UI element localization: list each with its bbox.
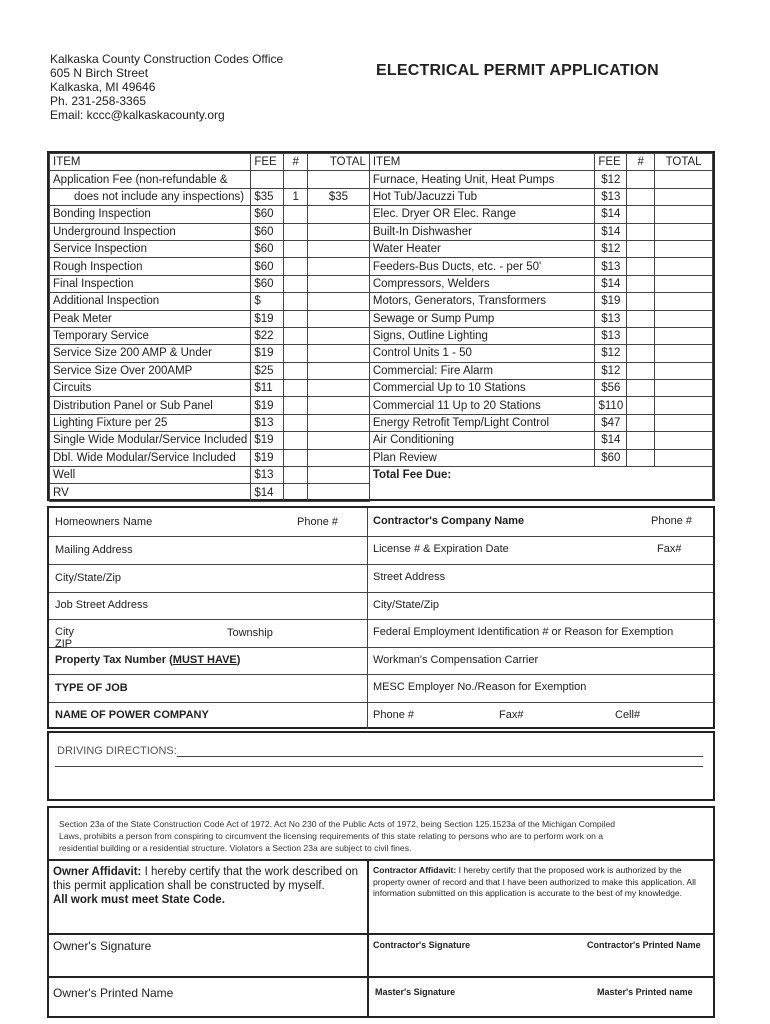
- table-row: [50, 362, 713, 379]
- right-item-label: Plan Review: [369, 449, 595, 466]
- right-item-fee: $12: [595, 362, 627, 379]
- left-item-count[interactable]: [284, 432, 308, 449]
- office-city: Kalkaska, MI 49646: [50, 80, 156, 94]
- right-item-label: Sewage or Sump Pump: [369, 310, 595, 327]
- left-item-total[interactable]: [308, 345, 370, 362]
- table-row: [50, 467, 713, 484]
- legal-notice: [59, 818, 615, 854]
- license-field[interactable]: License # & Expiration Date: [373, 543, 509, 555]
- left-item-label: Lighting Fixture per 25: [50, 414, 251, 431]
- count-header: #: [284, 154, 308, 171]
- contractor-affidavit-label: Contractor Affidavit:: [373, 865, 457, 875]
- left-item-fee: $60: [251, 258, 284, 275]
- left-item-total[interactable]: [308, 449, 370, 466]
- left-item-fee: $19: [251, 310, 284, 327]
- left-item-label: Temporary Service: [50, 327, 251, 344]
- left-item-label: Bonding Inspection: [50, 206, 251, 223]
- left-item-count[interactable]: [284, 484, 308, 501]
- left-item-fee: $25: [251, 362, 284, 379]
- right-item-count[interactable]: [627, 345, 655, 362]
- left-item-total[interactable]: [308, 258, 370, 275]
- left-item-total[interactable]: [308, 484, 370, 501]
- owner-affidavit-text: I hereby certify that the work described on this permit application shall be constructed by myself.: [53, 866, 359, 892]
- table-row: [50, 206, 713, 223]
- owner-affidavit-state-code: All work must meet State Code.: [53, 894, 225, 906]
- right-item-fee: $14: [595, 432, 627, 449]
- right-item-fee: $12: [595, 345, 627, 362]
- right-item-total[interactable]: [655, 397, 713, 414]
- left-item-total[interactable]: [308, 240, 370, 257]
- left-item-count[interactable]: [284, 223, 308, 240]
- left-item-fee: $60: [251, 275, 284, 292]
- right-item-fee: $13: [595, 310, 627, 327]
- left-item-label: does not include any inspections): [50, 188, 251, 205]
- homeowner-phone-field[interactable]: Phone #: [297, 516, 338, 528]
- right-item-fee: $14: [595, 223, 627, 240]
- fee-header: FEE: [251, 154, 284, 171]
- right-item-count[interactable]: [627, 380, 655, 397]
- right-item-total[interactable]: [655, 362, 713, 379]
- left-item-count[interactable]: [284, 275, 308, 292]
- left-item-fee: $11: [251, 380, 284, 397]
- left-item-fee: $60: [251, 240, 284, 257]
- table-row: [50, 327, 713, 344]
- left-item-total[interactable]: [308, 275, 370, 292]
- table-row: [50, 449, 713, 466]
- right-item-fee: $14: [595, 206, 627, 223]
- left-item-total[interactable]: [308, 414, 370, 431]
- applicant-info-section: [47, 506, 715, 729]
- left-item-count[interactable]: [284, 345, 308, 362]
- left-item-fee: $60: [251, 223, 284, 240]
- left-item-count[interactable]: [284, 362, 308, 379]
- fee-table: [47, 151, 715, 501]
- right-item-total[interactable]: [655, 432, 713, 449]
- left-item-count[interactable]: [284, 449, 308, 466]
- fee-table-header: [50, 154, 713, 171]
- left-item-label: Single Wide Modular/Service Included: [50, 432, 251, 449]
- contractor-fax-field[interactable]: Fax#: [657, 543, 682, 555]
- right-item-total[interactable]: [655, 345, 713, 362]
- directions-line-2[interactable]: [55, 766, 703, 767]
- left-item-total[interactable]: [308, 327, 370, 344]
- must-have-label: MUST HAVE: [172, 654, 237, 666]
- right-item-fee: $13: [595, 258, 627, 275]
- left-item-label: Underground Inspection: [50, 223, 251, 240]
- right-item-fee: $110: [595, 397, 627, 414]
- right-item-label: Air Conditioning: [369, 432, 595, 449]
- left-item-count[interactable]: [284, 258, 308, 275]
- table-row: [50, 414, 713, 431]
- contractor-street-field[interactable]: Street Address: [373, 571, 446, 583]
- right-item-fee: $12: [595, 240, 627, 257]
- left-item-fee: $22: [251, 327, 284, 344]
- right-item-label: Signs, Outline Lighting: [369, 327, 595, 344]
- table-row: [50, 275, 713, 292]
- office-street: 605 N Birch Street: [50, 66, 149, 80]
- contractor-affidavit-text: I hereby certify that the proposed work is authorized by the property owner of record and that I have been authorized to make this application. All information submitted on this application is accurate to the best of my knowledge.: [373, 865, 696, 898]
- owner-signature-field[interactable]: Owner's Signature: [53, 939, 152, 953]
- township-field[interactable]: Township: [227, 627, 273, 639]
- left-item-total[interactable]: [308, 171, 370, 188]
- right-item-label: Compressors, Welders: [369, 275, 595, 292]
- right-item-fee: $60: [595, 449, 627, 466]
- directions-line-1[interactable]: [177, 756, 703, 757]
- legal-line-2: Laws, prohibits a person from conspiring to circumvent the licensing requirements of this state relating to persons who are to perform work on a: [59, 831, 604, 841]
- right-item-total[interactable]: [655, 380, 713, 397]
- table-row: [50, 171, 713, 188]
- left-item-label: Peak Meter: [50, 310, 251, 327]
- right-item-total[interactable]: [655, 206, 713, 223]
- fax-field-2[interactable]: Fax#: [499, 709, 524, 721]
- right-item-total[interactable]: [655, 327, 713, 344]
- office-name: Kalkaska County Construction Codes Office: [50, 52, 284, 66]
- left-item-fee: $19: [251, 397, 284, 414]
- left-item-total[interactable]: [308, 397, 370, 414]
- legal-line-3: residential building or a residential structure. Violators a Section 23a are subject to civil fines.: [59, 843, 412, 853]
- driving-directions-section: [47, 731, 715, 801]
- table-row: [50, 188, 713, 205]
- left-item-count[interactable]: 1: [284, 188, 308, 205]
- right-item-label: Commercial Up to 10 Stations: [369, 380, 595, 397]
- left-item-count[interactable]: [284, 397, 308, 414]
- left-item-fee: $19: [251, 449, 284, 466]
- table-row: [50, 397, 713, 414]
- right-item-fee: $13: [595, 327, 627, 344]
- item-header-right: ITEM: [369, 154, 595, 171]
- right-item-count[interactable]: [627, 206, 655, 223]
- owner-affidavit-label: Owner Affidavit:: [53, 866, 142, 878]
- left-item-label: Additional Inspection: [50, 293, 251, 310]
- right-item-total[interactable]: [655, 223, 713, 240]
- cell-field[interactable]: Cell#: [615, 709, 641, 721]
- left-item-fee: $19: [251, 432, 284, 449]
- office-email: Email: kccc@kalkaskacounty.org: [50, 108, 225, 122]
- left-item-label: Service Size 200 AMP & Under: [50, 345, 251, 362]
- affidavit-section: [47, 806, 715, 1018]
- right-item-count[interactable]: [627, 275, 655, 292]
- left-item-total[interactable]: [308, 293, 370, 310]
- left-item-count[interactable]: [284, 240, 308, 257]
- contractor-phone-field[interactable]: Phone #: [651, 515, 692, 527]
- form-title: ELECTRICAL PERMIT APPLICATION: [376, 62, 659, 79]
- total-header-right: TOTAL: [655, 154, 713, 171]
- right-item-fee: $13: [595, 188, 627, 205]
- right-item-count[interactable]: [627, 397, 655, 414]
- contractor-company-field[interactable]: Contractor's Company Name: [373, 515, 525, 527]
- left-item-fee: [251, 171, 284, 188]
- left-item-label: Application Fee (non-refundable &: [50, 171, 251, 188]
- right-item-count[interactable]: [627, 258, 655, 275]
- left-item-label: Well: [50, 467, 251, 484]
- table-row: [50, 258, 713, 275]
- right-item-fee: $47: [595, 414, 627, 431]
- owner-printed-name-field[interactable]: Owner's Printed Name: [53, 986, 174, 1000]
- table-row: [50, 310, 713, 327]
- left-item-fee: $35: [251, 188, 284, 205]
- right-item-label: Water Heater: [369, 240, 595, 257]
- master-signature-field[interactable]: Master's Signature: [375, 987, 456, 997]
- left-item-total[interactable]: [308, 223, 370, 240]
- legal-line-1: Section 23a of the State Construction Code Act of 1972. Act No 230 of the Public Acts of 1972, being Section 125.1523a of the Michigan Compiled: [59, 819, 616, 829]
- table-row: [50, 223, 713, 240]
- table-row: [50, 432, 713, 449]
- right-item-count[interactable]: [627, 223, 655, 240]
- left-item-count[interactable]: [284, 327, 308, 344]
- count-header-right: #: [627, 154, 655, 171]
- left-item-label: Circuits: [50, 380, 251, 397]
- right-item-count[interactable]: [627, 188, 655, 205]
- right-item-count[interactable]: [627, 240, 655, 257]
- right-item-total[interactable]: [655, 275, 713, 292]
- right-item-total[interactable]: [655, 414, 713, 431]
- left-item-label: Distribution Panel or Sub Panel: [50, 397, 251, 414]
- left-item-fee: $14: [251, 484, 284, 501]
- left-item-count[interactable]: [284, 380, 308, 397]
- right-item-total[interactable]: [655, 240, 713, 257]
- left-item-label: Rough Inspection: [50, 258, 251, 275]
- right-item-fee: $14: [595, 275, 627, 292]
- power-company-field[interactable]: NAME OF POWER COMPANY: [55, 709, 209, 721]
- contractor-signature-field[interactable]: Contractor's Signature: [373, 940, 471, 950]
- fee-header-right: FEE: [595, 154, 627, 171]
- table-row: [50, 380, 713, 397]
- property-tax-suffix: ): [236, 654, 241, 666]
- left-item-total[interactable]: [308, 467, 370, 484]
- left-item-count[interactable]: [284, 171, 308, 188]
- right-item-count[interactable]: [627, 449, 655, 466]
- right-item-total[interactable]: [655, 293, 713, 310]
- left-item-label: RV: [50, 484, 251, 501]
- office-address-block: [50, 52, 283, 122]
- right-item-count[interactable]: [627, 171, 655, 188]
- contractor-printed-name-field[interactable]: Contractor's Printed Name: [587, 940, 701, 950]
- homeowner-city-state-zip-field[interactable]: City/State/Zip: [55, 572, 122, 584]
- right-item-count[interactable]: [627, 362, 655, 379]
- right-item-label: Feeders-Bus Ducts, etc. - per 50': [369, 258, 595, 275]
- item-header: ITEM: [50, 154, 251, 171]
- left-item-label: Service Inspection: [50, 240, 251, 257]
- left-item-count[interactable]: [284, 293, 308, 310]
- right-item-label: Elec. Dryer OR Elec. Range: [369, 206, 595, 223]
- left-item-count[interactable]: [284, 310, 308, 327]
- total-fee-due[interactable]: Total Fee Due:: [369, 467, 712, 502]
- left-item-fee: $60: [251, 206, 284, 223]
- city-label: City: [55, 626, 74, 638]
- federal-id-field[interactable]: Federal Employment Identification # or Reason for Exemption: [373, 626, 674, 638]
- phone-field-2[interactable]: Phone #: [373, 709, 414, 721]
- property-tax-field[interactable]: [51, 650, 244, 670]
- right-item-count[interactable]: [627, 310, 655, 327]
- right-item-label: Motors, Generators, Transformers: [369, 293, 595, 310]
- right-item-label: Commercial: Fire Alarm: [369, 362, 595, 379]
- right-item-total[interactable]: [655, 188, 713, 205]
- left-item-total[interactable]: [308, 310, 370, 327]
- mailing-address-field[interactable]: Mailing Address: [55, 544, 133, 556]
- workmans-comp-field[interactable]: Workman's Compensation Carrier: [373, 654, 539, 666]
- left-item-label: Dbl. Wide Modular/Service Included: [50, 449, 251, 466]
- right-item-total[interactable]: [655, 171, 713, 188]
- right-item-fee: $12: [595, 171, 627, 188]
- left-item-label: Final Inspection: [50, 275, 251, 292]
- contractor-city-state-zip-field[interactable]: City/State/Zip: [373, 599, 440, 611]
- right-item-label: Furnace, Heating Unit, Heat Pumps: [369, 171, 595, 188]
- right-item-count[interactable]: [627, 414, 655, 431]
- left-item-fee: $13: [251, 467, 284, 484]
- right-item-label: Commercial 11 Up to 20 Stations: [369, 397, 595, 414]
- right-item-total[interactable]: [655, 258, 713, 275]
- right-item-total[interactable]: [655, 310, 713, 327]
- office-phone: Ph. 231-258-3365: [50, 94, 147, 108]
- left-item-count[interactable]: [284, 467, 308, 484]
- left-item-count[interactable]: [284, 206, 308, 223]
- right-item-fee: $19: [595, 293, 627, 310]
- table-row: [50, 293, 713, 310]
- zip-label: ZIP: [55, 638, 73, 650]
- right-item-count[interactable]: [627, 327, 655, 344]
- right-item-label: Hot Tub/Jacuzzi Tub: [369, 188, 595, 205]
- mesc-field[interactable]: MESC Employer No./Reason for Exemption: [373, 681, 587, 693]
- left-item-fee: $: [251, 293, 284, 310]
- master-printed-name-field[interactable]: Master's Printed name: [597, 987, 693, 997]
- left-item-total[interactable]: [308, 432, 370, 449]
- table-row: [50, 345, 713, 362]
- right-item-count[interactable]: [627, 432, 655, 449]
- left-item-fee: $13: [251, 414, 284, 431]
- right-item-label: Control Units 1 - 50: [369, 345, 595, 362]
- owner-affidavit: [53, 865, 363, 907]
- left-item-label: Service Size Over 200AMP: [50, 362, 251, 379]
- table-row: [50, 240, 713, 257]
- left-item-total[interactable]: $35: [308, 188, 370, 205]
- left-item-total[interactable]: [308, 380, 370, 397]
- total-header: TOTAL: [308, 154, 370, 171]
- left-item-total[interactable]: [308, 362, 370, 379]
- job-street-field[interactable]: Job Street Address: [55, 599, 148, 611]
- type-of-job-field[interactable]: TYPE OF JOB: [55, 682, 128, 694]
- right-item-fee: $56: [595, 380, 627, 397]
- right-item-label: Built-In Dishwasher: [369, 223, 595, 240]
- left-item-fee: $19: [251, 345, 284, 362]
- driving-directions-label: DRIVING DIRECTIONS:: [57, 745, 177, 757]
- right-item-count[interactable]: [627, 293, 655, 310]
- right-item-total[interactable]: [655, 449, 713, 466]
- left-item-count[interactable]: [284, 414, 308, 431]
- homeowners-name-field[interactable]: Homeowners Name: [55, 516, 153, 528]
- contractor-affidavit: [373, 865, 711, 900]
- property-tax-prefix: Property Tax Number (: [55, 654, 173, 666]
- right-item-label: Energy Retrofit Temp/Light Control: [369, 414, 595, 431]
- left-item-total[interactable]: [308, 206, 370, 223]
- fee-grid: [49, 153, 713, 502]
